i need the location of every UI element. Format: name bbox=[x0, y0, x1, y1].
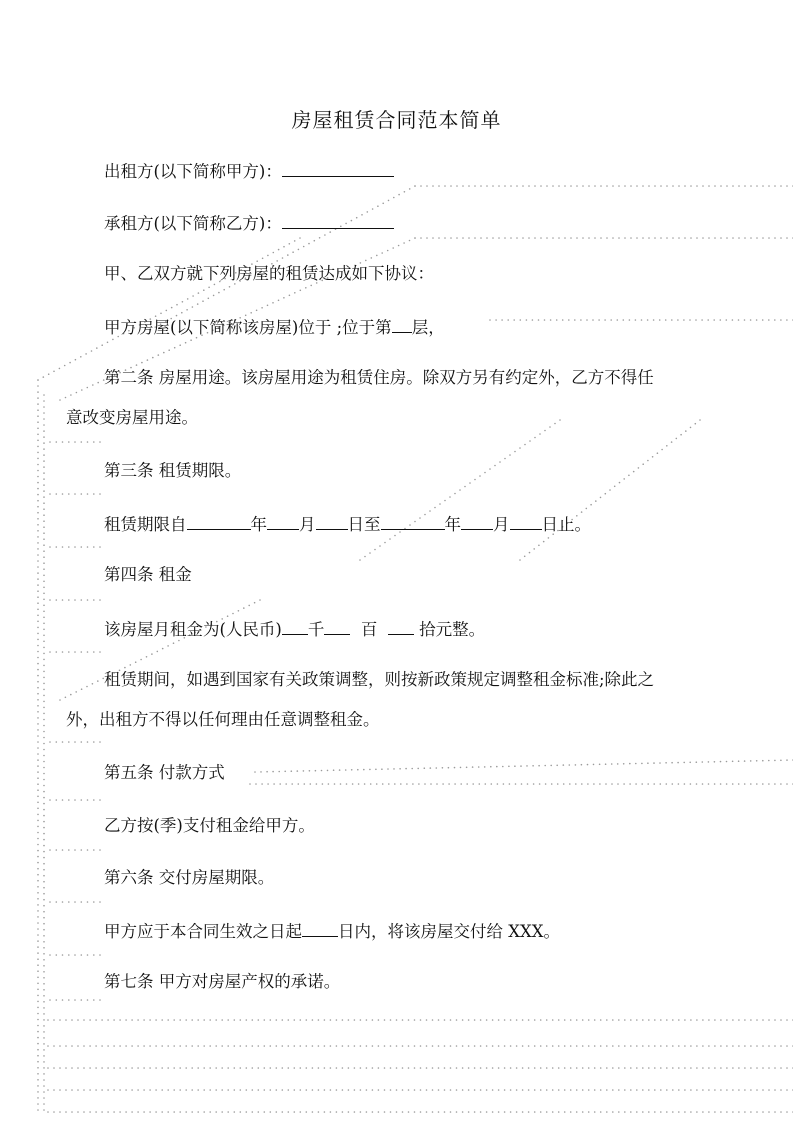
location-part3: 层， bbox=[411, 318, 445, 337]
rent-adjust-line2: 外，出租方不得以任何理由任意调整租金。 bbox=[66, 710, 380, 729]
document-title: 房屋租赁合同范本简单 bbox=[291, 108, 502, 132]
start-year-blank bbox=[187, 513, 251, 530]
rent-thousand-blank bbox=[282, 618, 308, 635]
start-month-label: 月 bbox=[299, 515, 316, 534]
rent-prefix: 该房屋月租金为(人民币) bbox=[104, 620, 282, 639]
article2-line2: 意改变房屋用途。 bbox=[66, 408, 198, 427]
start-year-label: 年 bbox=[250, 515, 267, 534]
rent-ten-label: 拾元整。 bbox=[419, 620, 486, 639]
lessor-blank bbox=[282, 160, 394, 177]
delivery-days-blank bbox=[302, 920, 338, 937]
article3-title: 第三条 租赁期限。 bbox=[104, 461, 242, 480]
start-month-blank bbox=[267, 513, 299, 530]
day-to-label: 日至 bbox=[347, 515, 381, 534]
rent-adjust-line1: 租赁期间，如遇到国家有关政策调整，则按新政策规定调整租金标准;除此之 bbox=[104, 670, 655, 689]
location-line bbox=[104, 316, 445, 338]
lessor-label: 出租方(以下简称甲方)： bbox=[104, 162, 282, 181]
delivery-suffix: 日内，将该房屋交付给 XXX。 bbox=[338, 922, 560, 941]
lessee-blank bbox=[282, 212, 394, 229]
agreement-line: 甲、乙双方就下列房屋的租赁达成如下协议： bbox=[104, 264, 434, 283]
end-month-label: 月 bbox=[493, 515, 510, 534]
location-part1: 甲方房屋(以下简称该房屋)位于 bbox=[104, 318, 332, 337]
rent-hundred-label: 百 bbox=[360, 620, 378, 639]
end-month-blank bbox=[461, 513, 493, 530]
delivery-prefix: 甲方应于本合同生效之日起 bbox=[104, 922, 302, 941]
article7-title: 第七条 甲方对房屋产权的承诺。 bbox=[104, 972, 341, 991]
article6-title: 第六条 交付房屋期限。 bbox=[104, 868, 275, 887]
end-year-label: 年 bbox=[444, 515, 461, 534]
floor-blank bbox=[392, 316, 412, 333]
end-year-blank bbox=[381, 513, 445, 530]
day-end-label: 日止。 bbox=[541, 515, 591, 534]
start-day-blank bbox=[316, 513, 348, 530]
lessor-line bbox=[104, 160, 394, 182]
lease-term-prefix: 租赁期限自 bbox=[104, 515, 187, 534]
rent-thousand-label: 千 bbox=[307, 620, 325, 639]
location-part2: ;位于第 bbox=[336, 318, 392, 337]
lessee-line bbox=[104, 212, 394, 234]
rent-hundred-blank bbox=[324, 618, 350, 635]
article4-title: 第四条 租金 bbox=[104, 565, 192, 584]
end-day-blank bbox=[510, 513, 542, 530]
article5-title: 第五条 付款方式 bbox=[104, 763, 225, 782]
lessee-label: 承租方(以下简称乙方)： bbox=[104, 214, 282, 233]
lease-term-line bbox=[104, 513, 591, 535]
article2-line1: 第二条 房屋用途。该房屋用途为租赁住房。除双方另有约定外，乙方不得任 bbox=[104, 368, 654, 387]
delivery-line bbox=[104, 920, 560, 942]
payment-line: 乙方按(季)支付租金给甲方。 bbox=[104, 816, 315, 835]
rent-line bbox=[104, 618, 485, 640]
rent-ten-blank bbox=[388, 618, 414, 635]
